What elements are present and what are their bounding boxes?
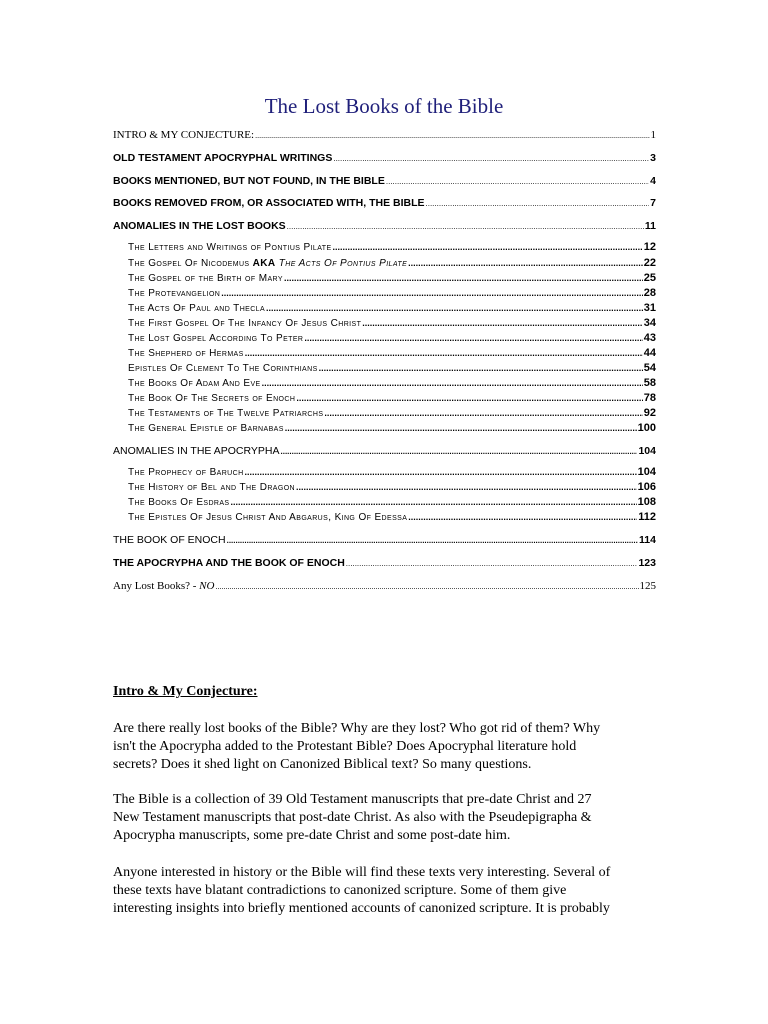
paragraph-line: these texts have blatant contradictions to canonized scripture. Some of them give — [113, 883, 567, 898]
toc-entry[interactable] — [113, 445, 656, 457]
toc-leader-dots — [266, 303, 643, 313]
toc-entry-page: 125 — [639, 580, 656, 592]
toc-entry-page: 11 — [644, 220, 656, 232]
toc-entry-title: The Testaments of The Twelve Patriarchs — [128, 408, 324, 419]
toc-leader-dots — [296, 482, 637, 492]
toc-entry-title: Epistles Of Clement To The Corinthians — [128, 363, 318, 374]
toc-leader-dots — [215, 582, 638, 591]
toc-entry-title-emphasis: NO — [199, 580, 215, 592]
toc-entry-title: The Acts Of Paul and Thecla — [128, 303, 266, 314]
toc-entry-page: 92 — [643, 407, 656, 419]
toc-entry-page: 106 — [637, 481, 656, 493]
toc-entry-title: The Prophecy of Baruch — [128, 467, 244, 478]
toc-leader-dots — [262, 378, 643, 388]
toc-leader-dots — [255, 131, 649, 140]
toc-entry[interactable] — [113, 580, 656, 592]
toc-entry-title: ANOMALIES IN THE APOCRYPHA — [113, 445, 280, 457]
toc-leader-dots — [408, 512, 637, 522]
toc-entry-page: 28 — [643, 287, 656, 299]
toc-entry-page: 4 — [650, 175, 656, 187]
paragraph-line: Apocrypha manuscripts, some pre-date Christ and some post-date him. — [113, 828, 511, 843]
toc-subentry[interactable] — [128, 422, 656, 434]
toc-leader-dots — [324, 408, 642, 418]
toc-entry-title: The Book Of The Secrets of Enoch — [128, 393, 296, 404]
toc-subentry[interactable] — [128, 332, 656, 344]
toc-entry-page: 34 — [643, 317, 656, 329]
toc-entry-page: 7 — [650, 197, 656, 209]
toc-subentry[interactable] — [128, 466, 656, 478]
toc-leader-dots — [333, 154, 649, 163]
document-title: The Lost Books of the Bible — [264, 94, 504, 118]
toc-leader-dots — [231, 497, 637, 507]
toc-entry-title: The Shepherd of Hermas — [128, 348, 244, 359]
toc-entry-aka: AKA — [252, 258, 276, 269]
toc-entry-page: 58 — [643, 377, 656, 389]
toc-entry[interactable] — [113, 557, 656, 569]
toc-entry[interactable] — [113, 129, 656, 141]
toc-entry-page: 1 — [650, 129, 656, 141]
toc-entry-title — [113, 580, 214, 592]
toc-subentry[interactable] — [128, 377, 656, 389]
toc-leader-dots — [408, 258, 643, 268]
toc-leader-dots — [304, 333, 642, 343]
toc-leader-dots — [287, 222, 644, 231]
paragraph-line: Are there really lost books of the Bible? Why are they lost? Who got rid of them? Why — [113, 721, 601, 736]
toc-subentry[interactable] — [128, 257, 656, 269]
toc-entry-title: The History of Bel and The Dragon — [128, 482, 296, 493]
toc-leader-dots — [221, 288, 642, 298]
paragraph — [113, 864, 658, 918]
paragraph — [113, 791, 658, 845]
paragraph-line: New Testament manuscripts that post-date Christ. As also with the Pseudepigrapha & — [113, 810, 592, 825]
toc-entry-page: 108 — [637, 496, 656, 508]
toc-leader-dots — [333, 242, 643, 252]
toc-entry-page: 3 — [650, 152, 656, 164]
toc-subentry[interactable] — [128, 347, 656, 359]
toc-subentry[interactable] — [128, 287, 656, 299]
paragraph-line: secrets? Does it shed light on Canonized Biblical text? So many questions. — [113, 757, 532, 772]
toc-subentry[interactable] — [128, 511, 656, 523]
toc-entry-title-part: Any Lost Books? - — [113, 580, 200, 592]
paragraph-line: The Bible is a collection of 39 Old Testament manuscripts that pre-date Christ and 27 — [113, 792, 592, 807]
toc-subentry[interactable] — [128, 392, 656, 404]
toc-entry-title: The Epistles Of Jesus Christ And Abgarus, King Of Edessa — [128, 512, 408, 523]
toc-entry-title: BOOKS REMOVED FROM, OR ASSOCIATED WITH, THE BIBLE — [113, 197, 425, 209]
toc-entry[interactable] — [113, 534, 656, 546]
toc-entry-page: 22 — [643, 257, 656, 269]
toc-subentry[interactable] — [128, 481, 656, 493]
toc-entry[interactable] — [113, 175, 656, 187]
toc-leader-dots — [281, 447, 638, 456]
paragraph-line: Anyone interested in history or the Bible will find these texts very interesting. Several of — [113, 865, 611, 880]
toc-subentry[interactable] — [128, 241, 656, 253]
toc-leader-dots — [346, 559, 638, 568]
toc-subentry[interactable] — [128, 317, 656, 329]
toc-leader-dots — [285, 423, 637, 433]
toc-subentry[interactable] — [128, 272, 656, 284]
toc-leader-dots — [227, 536, 638, 545]
toc-entry-title: THE BOOK OF ENOCH — [113, 534, 226, 546]
toc-entry-title: The Protevangelion — [128, 288, 221, 299]
toc-entry-page: 78 — [643, 392, 656, 404]
toc-subentry[interactable] — [128, 302, 656, 314]
toc-subentry[interactable] — [128, 496, 656, 508]
toc-leader-dots — [386, 177, 649, 186]
toc-entry-page: 44 — [643, 347, 656, 359]
toc-entry-title: BOOKS MENTIONED, BUT NOT FOUND, IN THE BIBLE — [113, 175, 385, 187]
toc-entry-title: The General Epistle of Barnabas — [128, 423, 284, 434]
toc-entry-title — [128, 258, 407, 269]
paragraph — [113, 720, 658, 774]
toc-entry-page: 104 — [637, 466, 656, 478]
toc-entry-title: The Lost Gospel According To Peter — [128, 333, 304, 344]
toc-entry-page: 112 — [638, 511, 656, 523]
toc-entry[interactable] — [113, 152, 656, 164]
toc-subentry[interactable] — [128, 407, 656, 419]
paragraph-line: isn't the Apocrypha added to the Protestant Bible? Does Apocryphal literature hold — [113, 739, 577, 754]
toc-entry-page: 54 — [643, 362, 656, 374]
toc-entry-title: OLD TESTAMENT APOCRYPHAL WRITINGS — [113, 152, 333, 164]
toc-leader-dots — [319, 363, 643, 373]
toc-entry-page: 100 — [637, 422, 656, 434]
toc-entry-title: ANOMALIES IN THE LOST BOOKS — [113, 220, 286, 232]
toc-entry[interactable] — [113, 197, 656, 209]
toc-leader-dots — [296, 393, 642, 403]
toc-entry-title: INTRO & MY CONJECTURE: — [113, 129, 255, 141]
toc-entry-title-part: The Gospel Of Nicodemus — [128, 258, 253, 269]
toc-entry-page: 104 — [638, 445, 656, 457]
toc-leader-dots — [284, 273, 643, 283]
toc-entry-title-part: The Acts Of Pontius Pilate — [275, 258, 408, 269]
toc-entry-page: 12 — [643, 241, 656, 253]
toc-entry-title: The Books Of Adam And Eve — [128, 378, 261, 389]
section-heading: Intro & My Conjecture: — [113, 684, 258, 699]
toc-entry-page: 25 — [643, 272, 656, 284]
toc-entry-title: The First Gospel Of The Infancy Of Jesus Christ — [128, 318, 362, 329]
toc-entry-page: 114 — [639, 534, 656, 546]
toc-leader-dots — [426, 199, 650, 208]
toc-entry-page: 31 — [643, 302, 656, 314]
toc-entry-title: The Books Of Esdras — [128, 497, 230, 508]
toc-entry-page: 43 — [643, 332, 656, 344]
paragraph-line: interesting insights into briefly mentioned accounts of canonized scripture. It is probably — [113, 901, 610, 916]
toc-entry-title: The Letters and Writings of Pontius Pilate — [128, 242, 332, 253]
toc-leader-dots — [362, 318, 642, 328]
toc-leader-dots — [245, 348, 643, 358]
toc-subentry[interactable] — [128, 362, 656, 374]
toc-leader-dots — [245, 467, 637, 477]
toc-entry-title: THE APOCRYPHA AND THE BOOK OF ENOCH — [113, 557, 345, 569]
toc-entry-page: 123 — [638, 557, 656, 569]
toc-entry[interactable] — [113, 220, 656, 232]
toc-entry-title: The Gospel of the Birth of Mary — [128, 273, 283, 284]
